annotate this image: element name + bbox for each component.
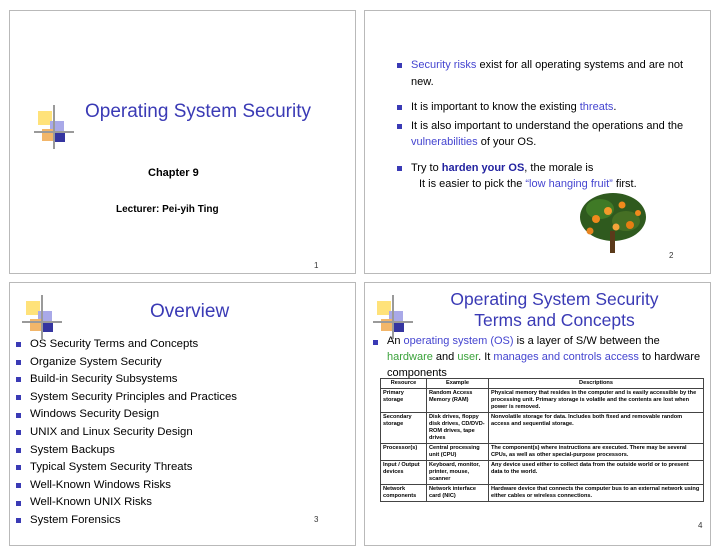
- overview-item: Typical System Security Threats: [16, 459, 346, 477]
- orange-tree-image-icon: [578, 191, 648, 253]
- slide-3-title: Overview: [150, 301, 230, 322]
- slide-2-bullets: [397, 57, 687, 193]
- resource-table: [380, 378, 704, 502]
- table-cell: Any device used either to collect data from the outside world or to present data to the world.: [489, 460, 704, 484]
- overview-item: Organize System Security: [16, 354, 346, 372]
- table-cell: Central processing unit (CPU): [427, 443, 489, 460]
- overview-item: System Security Principles and Practices: [16, 389, 346, 407]
- page-number: 3: [314, 515, 319, 524]
- table-row: [381, 388, 704, 412]
- table-cell: Random Access Memory (RAM): [427, 388, 489, 412]
- table-cell: Keyboard, monitor, printer, mouse, scanner: [427, 460, 489, 484]
- chapter-label: Chapter 9: [148, 167, 199, 179]
- table-cell: The component(s) where instructions are executed. There may be several CPUs, as well as other special-purpose processors.: [489, 443, 704, 460]
- bullet-os-definition: An operating system (OS) is a layer of S/W between the hardware and user. It manages and controls access to hardware components: [373, 334, 703, 382]
- table-header-cell: Descriptions: [489, 379, 704, 389]
- table-header-cell: Resource: [381, 379, 427, 389]
- page-number: 1: [314, 261, 319, 270]
- slide-4: [364, 282, 711, 546]
- overview-list: [16, 336, 346, 530]
- bullet-harden-os: Try to harden your OS, the morale is It is easier to pick the “low hanging fruit” first.: [397, 160, 687, 193]
- overview-item: OS Security Terms and Concepts: [16, 336, 346, 354]
- overview-item: System Backups: [16, 442, 346, 460]
- overview-item: Windows Security Design: [16, 406, 346, 424]
- slide-1-title: Operating System Security: [85, 101, 311, 122]
- slide-3: [9, 282, 356, 546]
- table-cell: Primary storage: [381, 388, 427, 412]
- table-cell: Physical memory that resides in the computer and is easily accessible by the processing unit. Primary storage is volatile and the contents are lost when power is removed.: [489, 388, 704, 412]
- overview-item: Build-in Security Subsystems: [16, 371, 346, 389]
- bullet-vulnerabilities: It is also important to understand the operations and the vulnerabilities of your OS.: [397, 118, 687, 151]
- slide-4-title: Operating System Security Terms and Concepts: [450, 289, 659, 330]
- table-row: [381, 460, 704, 484]
- lecturer-label: Lecturer: Pei-yih Ting: [116, 204, 219, 215]
- table-cell: Secondary storage: [381, 412, 427, 443]
- table-row: [381, 412, 704, 443]
- overview-item: Well-Known Windows Risks: [16, 477, 346, 495]
- table-cell: Input / Output devices: [381, 460, 427, 484]
- table-cell: Network components: [381, 484, 427, 501]
- morale-line: It is easier to pick the “low hanging fruit” first.: [419, 178, 637, 190]
- overview-item: Well-Known UNIX Risks: [16, 494, 346, 512]
- table-row: [381, 443, 704, 460]
- slide-4-bullets: [373, 334, 703, 382]
- table-cell: Hardware device that connects the computer bus to an external network using either cables or wireless connections.: [489, 484, 704, 501]
- slide-2: [364, 10, 711, 274]
- overview-item: System Forensics: [16, 512, 346, 530]
- table-cell: Processor(s): [381, 443, 427, 460]
- table-header-cell: Example: [427, 379, 489, 389]
- overview-item: UNIX and Linux Security Design: [16, 424, 346, 442]
- table-header-row: [381, 379, 704, 389]
- page-number: 4: [698, 521, 703, 530]
- table-cell: Disk drives, floppy disk drives, CD/DVD-ROM drives, tape drives: [427, 412, 489, 443]
- slide-1: [9, 10, 356, 274]
- bullet-security-risks: Security risks exist for all operating systems and are not new.: [397, 57, 687, 90]
- page-number: 2: [669, 251, 674, 260]
- table-cell: Nonvolatile storage for data. Includes both fixed and removable random access and sequential storage.: [489, 412, 704, 443]
- bullet-threats: It is important to know the existing threats.: [397, 99, 687, 116]
- table-row: [381, 484, 704, 501]
- table-cell: Network interface card (NIC): [427, 484, 489, 501]
